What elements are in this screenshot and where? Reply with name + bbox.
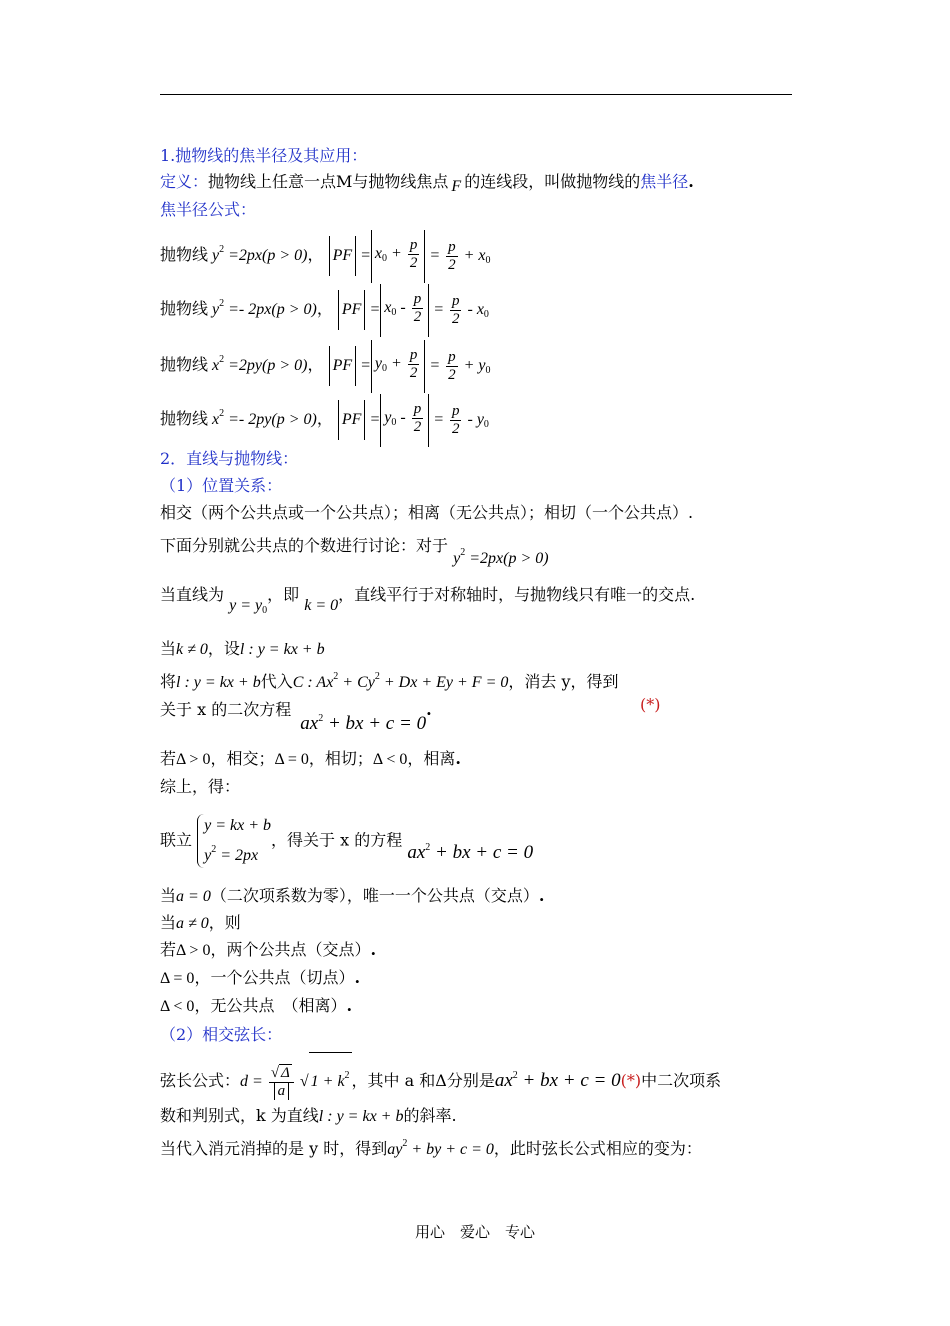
chord-line-2-text: 数和判别式，k 为直线 xyxy=(160,1106,319,1125)
star-mark: (*) xyxy=(640,695,661,714)
k-nonzero-prefix: 当 xyxy=(160,639,177,658)
system-mid: ，得关于 x 的方程 xyxy=(271,830,403,850)
formula-row-4: 抛物线 $x^2 =- 2py(p > 0)$， PF = $y_0$ - $\frac{p}{2}$ = $\frac{p}{2}$ - $y_0$ xyxy=(160,394,489,447)
chord-end: 中二次项系 xyxy=(641,1071,722,1090)
delta-cases-line: 若Δ > 0，相交；Δ = 0，相切；Δ < 0，相离. xyxy=(160,749,461,768)
line-l-expr-3: l : y = kx + b xyxy=(318,1108,404,1125)
definition-end: . xyxy=(688,172,694,191)
system-prefix: 联立 xyxy=(160,830,193,850)
section-2-1-title: （1）位置关系： xyxy=(160,476,283,495)
definition-label: 定义： xyxy=(160,172,209,191)
last-line-text-2: ，此时弦长公式相应的变为： xyxy=(493,1139,702,1158)
summary-line: 综上，得： xyxy=(160,777,241,796)
conic-c-expr: C : $Ax^2 + Cy^2 + Dx + Ey + F = 0$ xyxy=(292,671,509,691)
discussion-equation: $y^2 =2px(p > 0)$ xyxy=(453,547,549,567)
formula-1-equation: $y^2 =2px(p > 0)$ xyxy=(208,244,308,265)
last-line-text: 当代入消元消掉的是 y 时，得到 xyxy=(160,1139,388,1158)
k-nonzero-mid: ，设 xyxy=(207,639,240,658)
chord-line-2 xyxy=(160,1106,457,1127)
parallel-case-text-2: ，即 xyxy=(267,585,300,604)
discussion-line xyxy=(160,531,549,567)
substitute-end: ，消去 y，得到 xyxy=(508,672,619,691)
formula-1-focal-radius: PF = $x_0$ + $\frac{p}{2}$ = $\frac{p}{2}$ + $x_0$ xyxy=(329,247,491,264)
system-quadratic: $ax^2$ + bx + c = 0 xyxy=(407,841,534,863)
chord-formula-line xyxy=(160,1052,721,1105)
section-2-2-title: （2）相交弦长： xyxy=(160,1025,283,1044)
discussion-text: 下面分别就公共点的个数进行讨论：对于 xyxy=(160,536,449,555)
equation-system: y = kx + b $y^2 = 2px$ xyxy=(197,814,271,868)
substitute-line xyxy=(160,667,619,693)
formula-2-equation: $y^2 =- 2px(p > 0)$ xyxy=(208,298,317,319)
definition-text-2: 的连线段，叫做抛物线的 xyxy=(464,172,641,191)
position-relations-line: 相交（两个公共点或一个公共点）；相离（无公共点）；相切（一个公共点）. xyxy=(160,503,694,522)
formula-3-equation: $x^2 =2py(p > 0)$ xyxy=(208,354,308,375)
chord-mid: ，其中 a 和Δ分别是 xyxy=(351,1071,495,1090)
line-l-expr: l : y = kx + b xyxy=(239,641,325,658)
a-nonzero-line: 当a ≠ 0，则 xyxy=(160,913,241,932)
line-y-eq-y0: $y = y_0$ xyxy=(229,597,268,616)
definition-text: 抛物线上任意一点M与抛物线焦点 xyxy=(208,172,449,191)
y-quadratic: $ay^2$ + by + c = 0 xyxy=(387,1138,494,1158)
parallel-case-text: 当直线为 xyxy=(160,585,225,604)
chord-formula: d = $\frac{√ \Delta}{a}$ √ $1 + k^2$ xyxy=(240,1073,352,1090)
formula-4-equation: $x^2 =- 2py(p > 0)$ xyxy=(208,408,317,429)
parabola-label: 抛物线 xyxy=(160,299,209,319)
a-zero-line: 当a = 0（二次项系数为零），唯一一个公共点（交点）. xyxy=(160,886,545,905)
formula-title: 焦半径公式： xyxy=(160,200,257,219)
formula-2-focal-radius: PF = $x_0$ - $\frac{p}{2}$ = $\frac{p}{2}$ - $x_0$ xyxy=(338,301,489,318)
header-rule xyxy=(160,94,792,95)
substitute-prefix: 将 xyxy=(160,672,177,691)
parabola-label: 抛物线 xyxy=(160,355,209,375)
delta-positive-line: 若Δ > 0，两个公共点（交点）. xyxy=(160,940,377,959)
parallel-case-line xyxy=(160,585,696,616)
section-1-title: 1.抛物线的焦半径及其应用： xyxy=(160,146,368,165)
quadratic-equation: $ax^2$ + bx + c = 0 xyxy=(300,713,427,734)
delta-zero-line: Δ = 0，一个公共点（切点）. xyxy=(160,968,361,987)
parabola-label: 抛物线 xyxy=(160,409,209,429)
formula-row-1: 抛物线 $y^2 =2px(p > 0)$， PF = $x_0$ + $\frac{p}{2}$ = $\frac{p}{2}$ + $x_0$ xyxy=(160,230,491,283)
parabola-label: 抛物线 xyxy=(160,245,209,265)
formula-3-focal-radius: PF = $y_0$ + $\frac{p}{2}$ = $\frac{p}{2}$ + $y_0$ xyxy=(329,357,491,374)
system-line xyxy=(160,814,533,868)
chord-label: 弦长公式： xyxy=(160,1071,241,1090)
line-l-expr-2: l : y = kx + b xyxy=(176,674,261,691)
delta-negative-line: Δ < 0，无公共点 （相离）. xyxy=(160,996,353,1015)
k-nonzero-expr: k ≠ 0 xyxy=(176,641,208,658)
last-line xyxy=(160,1134,702,1160)
quadratic-text: 关于 x 的二次方程 xyxy=(160,700,292,719)
k-eq-zero: k = 0 xyxy=(304,597,339,614)
formula-4-focal-radius: PF = $y_0$ - $\frac{p}{2}$ = $\frac{p}{2}$ - $y_0$ xyxy=(338,411,489,428)
section-2-title: 2．直线与抛物线： xyxy=(160,449,299,468)
formula-row-3: 抛物线 $x^2 =2py(p > 0)$， PF = $y_0$ + $\frac{p}{2}$ = $\frac{p}{2}$ + $y_0$ xyxy=(160,340,491,393)
parallel-case-text-3: ，直线平行于对称轴时，与抛物线只有唯一的交点. xyxy=(338,585,696,604)
quadratic-line: 关于 x 的二次方程 $ax^2$ + bx + c = 0. (*) xyxy=(160,695,661,734)
chord-line-2-end: 的斜率. xyxy=(403,1106,457,1125)
definition-term: 焦半径 xyxy=(640,172,689,191)
formula-row-2: 抛物线 $y^2 =- 2px(p > 0)$， PF = $x_0$ - $\frac{p}{2}$ = $\frac{p}{2}$ - $x_0$ xyxy=(160,284,489,337)
page-footer: 用心 爱心 专心 xyxy=(414,1223,535,1241)
star-mark-2: (*) xyxy=(620,1071,642,1090)
chord-quadratic: $ax^2$ + bx + c = 0 xyxy=(494,1070,621,1091)
k-nonzero-line xyxy=(160,639,325,660)
substitute-mid: 代入 xyxy=(260,672,293,691)
definition-line xyxy=(160,172,694,197)
focus-symbol: F xyxy=(451,178,462,195)
